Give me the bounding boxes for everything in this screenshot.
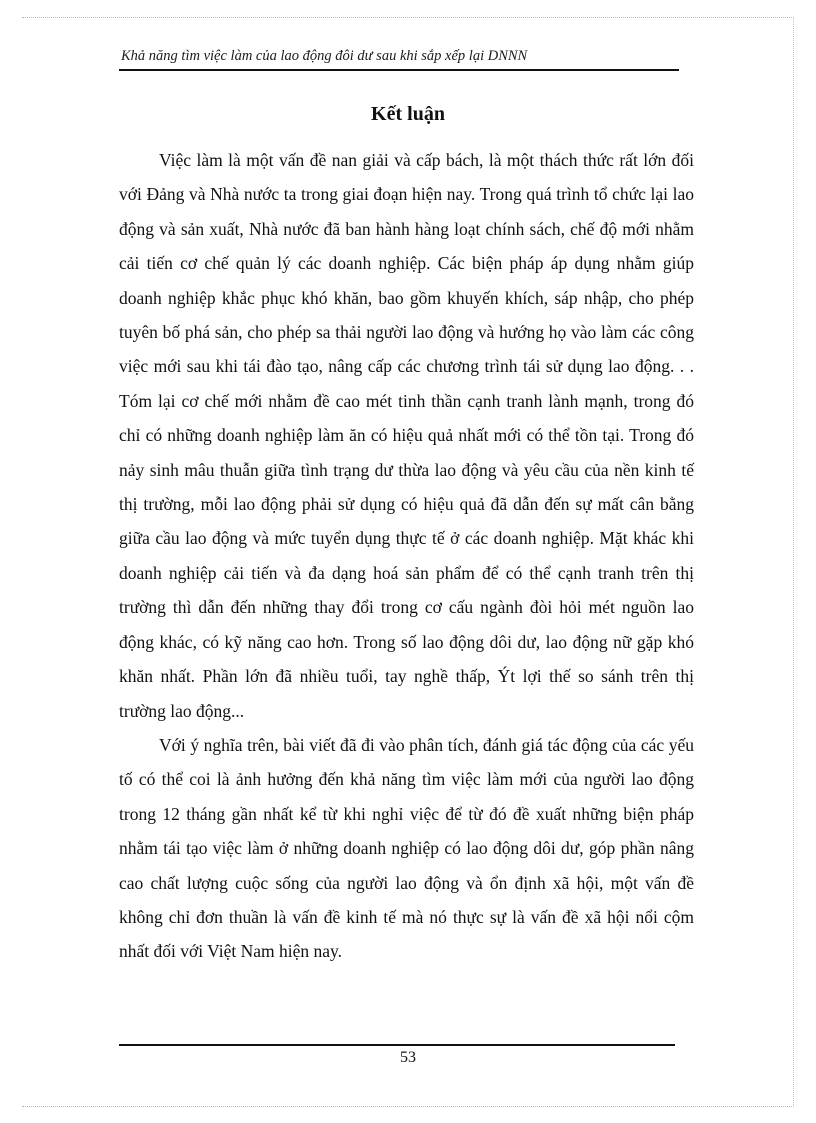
section-title: Kết luận — [371, 103, 445, 125]
body-text — [119, 143, 694, 969]
page-right-border — [793, 17, 794, 1107]
running-header: Khả năng tìm việc làm của lao động đôi dư sau khi sắp xếp lại DNNN — [121, 48, 528, 64]
page-top-border — [22, 17, 792, 18]
header-rule — [119, 69, 679, 71]
paragraph: Việc làm là một vấn đề nan giải và cấp bách, là một thách thức rất lớn đối với Đảng và Nhà nước ta trong giai đoạn hiện nay. Trong quá trình tổ chức lại lao động và sản xuất, Nhà nước đã ban hành hàng loạt chính sách, chế độ mới nhằm cải tiến cơ chế quản lý các doanh nghiệp. Các biện pháp áp dụng nhằm giúp doanh nghiệp khắc phục khó khăn, bao gồm khuyến khích, sáp nhập, cho phép tuyên bố phá sản, cho phép sa thải người lao động và hướng họ vào làm các công việc mới sau khi tái đào tạo, nâng cấp các chương trình tái sử dụng lao động. . . Tóm lại cơ chế mới nhằm đề cao mét tinh thần cạnh tranh lành mạnh, trong đó chỉ có những doanh nghiệp làm ăn có hiệu quả nhất mới có thể tồn tại. Trong đó nảy sinh mâu thuẫn giữa tình trạng dư thừa lao động và yêu cầu của nền kinh tế thị trường, mỗi lao động phải sử dụng có hiệu quả đã dẫn đến sự mất cân bằng giữa cầu lao động và mức tuyển dụng thực tế ở các doanh nghiệp. Mặt khác khi doanh nghiệp cải tiến và đa dạng hoá sản phẩm để có thể cạnh tranh trên thị trường thì dẫn đến những thay đổi trong cơ cấu ngành đòi hỏi mét nguồn lao động khác, có kỹ năng cao hơn. Trong số lao động dôi dư, lao động nữ gặp khó khăn nhất. Phần lớn đã nhiều tuổi, tay nghề thấp, Ýt lợi thế so sánh trên thị trường lao động... — [119, 150, 694, 721]
page-number: 53 — [400, 1049, 416, 1066]
page-bottom-border — [22, 1106, 792, 1107]
footer-rule — [119, 1044, 675, 1046]
paragraph: Với ý nghĩa trên, bài viết đã đi vào phân tích, đánh giá tác động của các yếu tố có thể coi là ảnh hưởng đến khả năng tìm việc làm mới của người lao động trong 12 tháng gần nhất kể từ khi nghỉ việc để từ đó đề xuất những biện pháp nhằm tái tạo việc làm ở những doanh nghiệp có lao động dôi dư, góp phần nâng cao chất lượng cuộc sống của người lao động và ổn định xã hội, một vấn đề không chỉ đơn thuần là vấn đề kinh tế mà nó thực sự là vấn đề xã hội nổi cộm nhất đối với Việt Nam hiện nay. — [119, 734, 694, 962]
